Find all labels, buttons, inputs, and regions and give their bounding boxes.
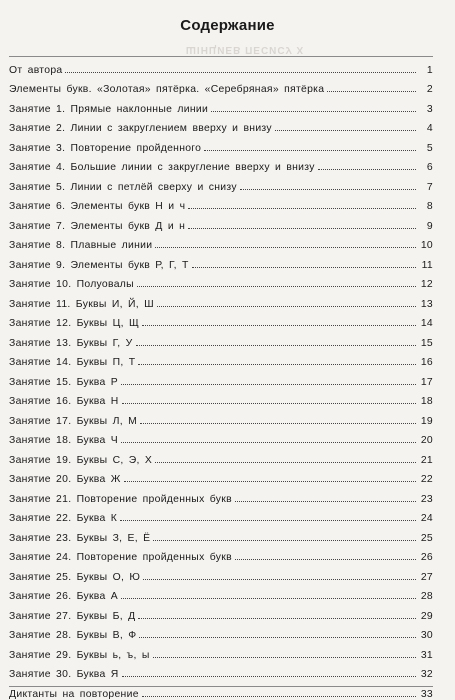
toc-entry bbox=[9, 505, 433, 525]
toc-entry-label: Занятие 28. Буквы В, Ф bbox=[9, 630, 137, 641]
toc-entry bbox=[9, 251, 433, 271]
toc-entry-page: 21 bbox=[420, 454, 433, 466]
toc-entry-label: Занятие 14. Буквы П, Т bbox=[9, 357, 136, 368]
toc-entry-label: Занятие 20. Буква Ж bbox=[9, 474, 121, 485]
toc-dot-leader bbox=[204, 150, 416, 151]
toc-entry-label: Занятие 24. Повторение пройденных букв bbox=[9, 552, 232, 563]
toc-dot-leader bbox=[122, 676, 416, 677]
toc-entry bbox=[9, 388, 433, 408]
toc-entry-page: 6 bbox=[426, 162, 433, 173]
toc-entry-page: 4 bbox=[426, 123, 433, 134]
toc-entry-label: Занятие 30. Буква Я bbox=[9, 669, 119, 680]
toc-entry bbox=[9, 271, 433, 291]
toc-entry bbox=[9, 622, 433, 642]
toc-dot-leader bbox=[318, 169, 416, 170]
toc-dot-leader bbox=[121, 598, 416, 599]
toc-entry bbox=[9, 563, 433, 583]
toc-entry-page: 25 bbox=[420, 532, 433, 544]
toc-entry-page: 8 bbox=[426, 201, 433, 212]
toc-entry bbox=[9, 56, 433, 76]
toc-entry-label: Занятие 10. Полуовалы bbox=[9, 279, 134, 290]
toc-dot-leader bbox=[211, 111, 416, 112]
toc-entry-label: Занятие 7. Элементы букв Д и н bbox=[9, 220, 186, 232]
toc-entry-label: Занятие 6. Элементы букв Н и ч bbox=[9, 201, 186, 212]
toc-dot-leader bbox=[235, 559, 416, 560]
toc-dot-leader bbox=[142, 696, 416, 697]
toc-entry-label: Занятие 19. Буквы С, Э, Х bbox=[9, 454, 153, 466]
toc-entry bbox=[9, 193, 433, 213]
toc-entry bbox=[9, 446, 433, 466]
toc-dot-leader bbox=[327, 91, 416, 92]
toc-entry bbox=[9, 212, 433, 232]
toc-dot-leader bbox=[235, 501, 416, 502]
toc-entry bbox=[9, 329, 433, 349]
toc-dot-leader bbox=[157, 306, 416, 307]
toc-entry-label: Занятие 25. Буквы О, Ю bbox=[9, 571, 141, 583]
toc-entry-page: 15 bbox=[420, 337, 433, 349]
toc-entry-label: Занятие 22. Буква К bbox=[9, 513, 118, 524]
toc-dot-leader bbox=[240, 189, 416, 190]
toc-entry-page: 19 bbox=[420, 415, 433, 427]
toc-entry-page: 17 bbox=[420, 376, 433, 388]
toc-entry-page: 7 bbox=[426, 181, 433, 193]
toc-entry bbox=[9, 368, 433, 388]
toc-entry bbox=[9, 485, 433, 505]
toc-dot-leader bbox=[137, 286, 416, 287]
toc-dot-leader bbox=[140, 423, 416, 424]
toc-entry-page: 27 bbox=[420, 571, 433, 583]
toc-list bbox=[9, 56, 433, 700]
toc-entry bbox=[9, 76, 433, 96]
toc-entry-label: Занятие 21. Повторение пройденных букв bbox=[9, 493, 232, 505]
toc-entry bbox=[9, 154, 433, 174]
toc-entry-page: 23 bbox=[420, 493, 433, 505]
toc-entry-page: 18 bbox=[420, 396, 433, 407]
toc-entry bbox=[9, 310, 433, 330]
toc-dot-leader bbox=[136, 345, 416, 346]
toc-entry-page: 2 bbox=[426, 84, 433, 95]
toc-dot-leader bbox=[122, 403, 416, 404]
toc-entry-page: 12 bbox=[420, 279, 433, 290]
toc-entry bbox=[9, 232, 433, 252]
toc-entry-label: Занятие 13. Буквы Г, У bbox=[9, 337, 133, 349]
toc-dot-leader bbox=[138, 364, 416, 365]
toc-entry-page: 14 bbox=[420, 318, 433, 329]
toc-entry-page: 22 bbox=[420, 474, 433, 485]
toc-entry-label: Занятие 16. Буква Н bbox=[9, 396, 119, 407]
toc-entry-label: Занятие 9. Элементы букв Р, Г, Т bbox=[9, 259, 189, 271]
toc-entry-label: Занятие 4. Большие линии с закругление вверху и внизу bbox=[9, 162, 315, 173]
toc-dot-leader bbox=[142, 325, 416, 326]
toc-dot-leader bbox=[275, 130, 416, 131]
toc-dot-leader bbox=[143, 579, 416, 580]
toc-entry-page: 26 bbox=[420, 552, 433, 563]
toc-entry bbox=[9, 680, 433, 700]
toc-dot-leader bbox=[139, 637, 416, 638]
toc-entry-page: 31 bbox=[420, 649, 433, 661]
toc-dot-leader bbox=[155, 462, 416, 463]
toc-entry-label: Занятие 18. Буква Ч bbox=[9, 435, 119, 446]
toc-entry bbox=[9, 134, 433, 154]
toc-dot-leader bbox=[155, 247, 416, 248]
toc-entry-label: Занятие 15. Буква Р bbox=[9, 376, 119, 388]
toc-entry bbox=[9, 115, 433, 135]
toc-entry-label: Занятие 1. Прямые наклонные линии bbox=[9, 103, 209, 115]
toc-entry bbox=[9, 95, 433, 115]
toc-entry-label: Занятие 5. Линии с петлёй сверху и снизу bbox=[9, 181, 237, 193]
toc-entry-label: Занятие 17. Буквы Л, М bbox=[9, 415, 138, 427]
toc-dot-leader bbox=[124, 481, 416, 482]
toc-entry-page: 16 bbox=[420, 357, 433, 368]
toc-entry-page: 11 bbox=[421, 259, 433, 271]
toc-entry-page: 3 bbox=[426, 103, 433, 115]
toc-entry-label: Занятие 11. Буквы И, Й, Ш bbox=[9, 298, 154, 310]
toc-entry bbox=[9, 641, 433, 661]
toc-entry-page: 20 bbox=[420, 435, 433, 446]
toc-entry-label: От автора bbox=[9, 64, 63, 76]
toc-entry-page: 32 bbox=[420, 669, 433, 680]
toc-entry bbox=[9, 544, 433, 564]
toc-dot-leader bbox=[120, 520, 416, 521]
toc-dot-leader bbox=[153, 657, 416, 658]
toc-entry bbox=[9, 661, 433, 681]
toc-dot-leader bbox=[138, 618, 416, 619]
toc-dot-leader bbox=[192, 267, 416, 268]
toc-entry-label: Занятие 12. Буквы Ц, Щ bbox=[9, 318, 139, 329]
toc-entry bbox=[9, 524, 433, 544]
bottom-divider bbox=[9, 686, 433, 687]
toc-entry bbox=[9, 466, 433, 486]
toc-entry bbox=[9, 349, 433, 369]
toc-entry-page: 24 bbox=[420, 513, 433, 524]
toc-entry-page: 30 bbox=[420, 630, 433, 641]
toc-entry bbox=[9, 427, 433, 447]
toc-dot-leader bbox=[121, 442, 416, 443]
toc-dot-leader bbox=[65, 72, 416, 73]
toc-dot-leader bbox=[188, 228, 416, 229]
toc-entry-page: 33 bbox=[420, 688, 433, 700]
toc-entry bbox=[9, 602, 433, 622]
toc-entry-label: Занятие 23. Буквы З, Е, Ё bbox=[9, 532, 151, 544]
toc-entry bbox=[9, 583, 433, 603]
toc-dot-leader bbox=[188, 208, 416, 209]
toc-entry-label: Диктанты на повторение bbox=[9, 688, 139, 700]
toc-entry-label: Занятие 2. Линии с закруглением вверху и внизу bbox=[9, 123, 272, 134]
toc-entry bbox=[9, 173, 433, 193]
toc-entry-label: Занятие 29. Буквы ь, ъ, ы bbox=[9, 649, 150, 661]
toc-entry bbox=[9, 290, 433, 310]
toc-entry-page: 29 bbox=[420, 610, 433, 622]
toc-entry-page: 9 bbox=[426, 220, 433, 232]
toc-entry-page: 10 bbox=[420, 240, 433, 251]
toc-entry-page: 1 bbox=[426, 64, 433, 76]
toc-entry bbox=[9, 407, 433, 427]
toc-entry-label: Занятие 3. Повторение пройденного bbox=[9, 142, 202, 154]
toc-dot-leader bbox=[153, 540, 416, 541]
page-title: Содержание bbox=[180, 17, 275, 34]
toc-entry-label: Занятие 8. Плавные линии bbox=[9, 240, 153, 251]
bleed-through-text: ШІНЦИЕВ ПЕСИСУ Х bbox=[185, 44, 305, 55]
toc-entry-page: 28 bbox=[420, 591, 433, 602]
toc-entry-label: Занятие 26. Буква А bbox=[9, 591, 119, 602]
toc-entry-page: 13 bbox=[420, 298, 433, 310]
toc-entry-label: Элементы букв. «Золотая» пятёрка. «Серебряная» пятёрка bbox=[9, 84, 325, 95]
toc-dot-leader bbox=[121, 384, 416, 385]
toc-entry-label: Занятие 27. Буквы Б, Д bbox=[9, 610, 136, 622]
toc-entry-page: 5 bbox=[426, 142, 433, 154]
